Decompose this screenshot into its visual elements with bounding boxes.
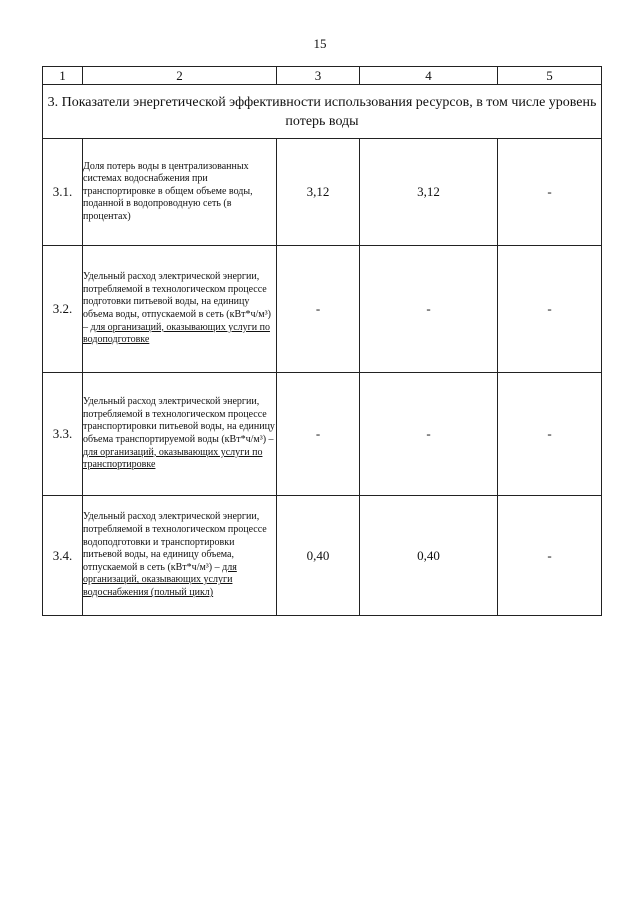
table-row bbox=[43, 246, 602, 373]
table-row bbox=[43, 496, 602, 616]
value-col-4: 3,12 bbox=[360, 139, 498, 246]
column-header-1: 1 bbox=[43, 67, 83, 85]
table-header-row bbox=[43, 67, 602, 85]
table-row bbox=[43, 373, 602, 496]
description-text: Удельный расход электрической энергии, потребляемой в технологическом процессе водоподготовки и транспортировки питьевой воды, на единицу объема, отпускаемой в сеть (кВт*ч/м³) – bbox=[83, 511, 267, 573]
value-col-3: - bbox=[277, 373, 360, 496]
description-text: Удельный расход электрической энергии, потребляемой в технологическом процессе транспортировки питьевой воды, на единицу объема транспортируемой воды (кВт*ч/м³) – bbox=[83, 396, 275, 445]
description-underlined: для организаций, оказывающих услуги по водоподготовке bbox=[83, 321, 270, 346]
column-header-4: 4 bbox=[360, 67, 498, 85]
value-col-4: 0,40 bbox=[360, 496, 498, 616]
row-number: 3.4. bbox=[43, 496, 83, 616]
description-underlined: для организаций, оказывающих услуги по транспортировке bbox=[83, 446, 263, 471]
value-col-3: 0,40 bbox=[277, 496, 360, 616]
row-number: 3.1. bbox=[43, 139, 83, 246]
value-col-5: - bbox=[498, 139, 602, 246]
value-col-5: - bbox=[498, 496, 602, 616]
column-header-3: 3 bbox=[277, 67, 360, 85]
value-col-3: - bbox=[277, 246, 360, 373]
value-col-4: - bbox=[360, 373, 498, 496]
row-number: 3.3. bbox=[43, 373, 83, 496]
section-row bbox=[43, 85, 602, 139]
row-description bbox=[83, 246, 277, 373]
row-description bbox=[83, 139, 277, 246]
section-title: 3. Показатели энергетической эффективности использования ресурсов, в том числе уровень потерь воды bbox=[43, 85, 602, 139]
table-row bbox=[43, 139, 602, 246]
row-description bbox=[83, 373, 277, 496]
value-col-3: 3,12 bbox=[277, 139, 360, 246]
column-header-5: 5 bbox=[498, 67, 602, 85]
page-number: 15 bbox=[313, 36, 327, 51]
description-text: Доля потерь воды в централизованных системах водоснабжения при транспортировке в общем объеме воды, поданной в водопроводную сеть (в процентах) bbox=[83, 160, 253, 222]
value-col-4: - bbox=[360, 246, 498, 373]
indicators-table bbox=[42, 66, 602, 616]
description-text: Удельный расход электрической энергии, потребляемой в технологическом процессе подготовки питьевой воды, на единицу объема воды, отпускаемой в сеть (кВт*ч/м³) – bbox=[83, 271, 271, 333]
value-col-5: - bbox=[498, 246, 602, 373]
value-col-5: - bbox=[498, 373, 602, 496]
row-description bbox=[83, 496, 277, 616]
column-header-2: 2 bbox=[83, 67, 277, 85]
row-number: 3.2. bbox=[43, 246, 83, 373]
description-underlined: для организаций, оказывающих услуги водоснабжения (полный цикл) bbox=[83, 561, 237, 598]
